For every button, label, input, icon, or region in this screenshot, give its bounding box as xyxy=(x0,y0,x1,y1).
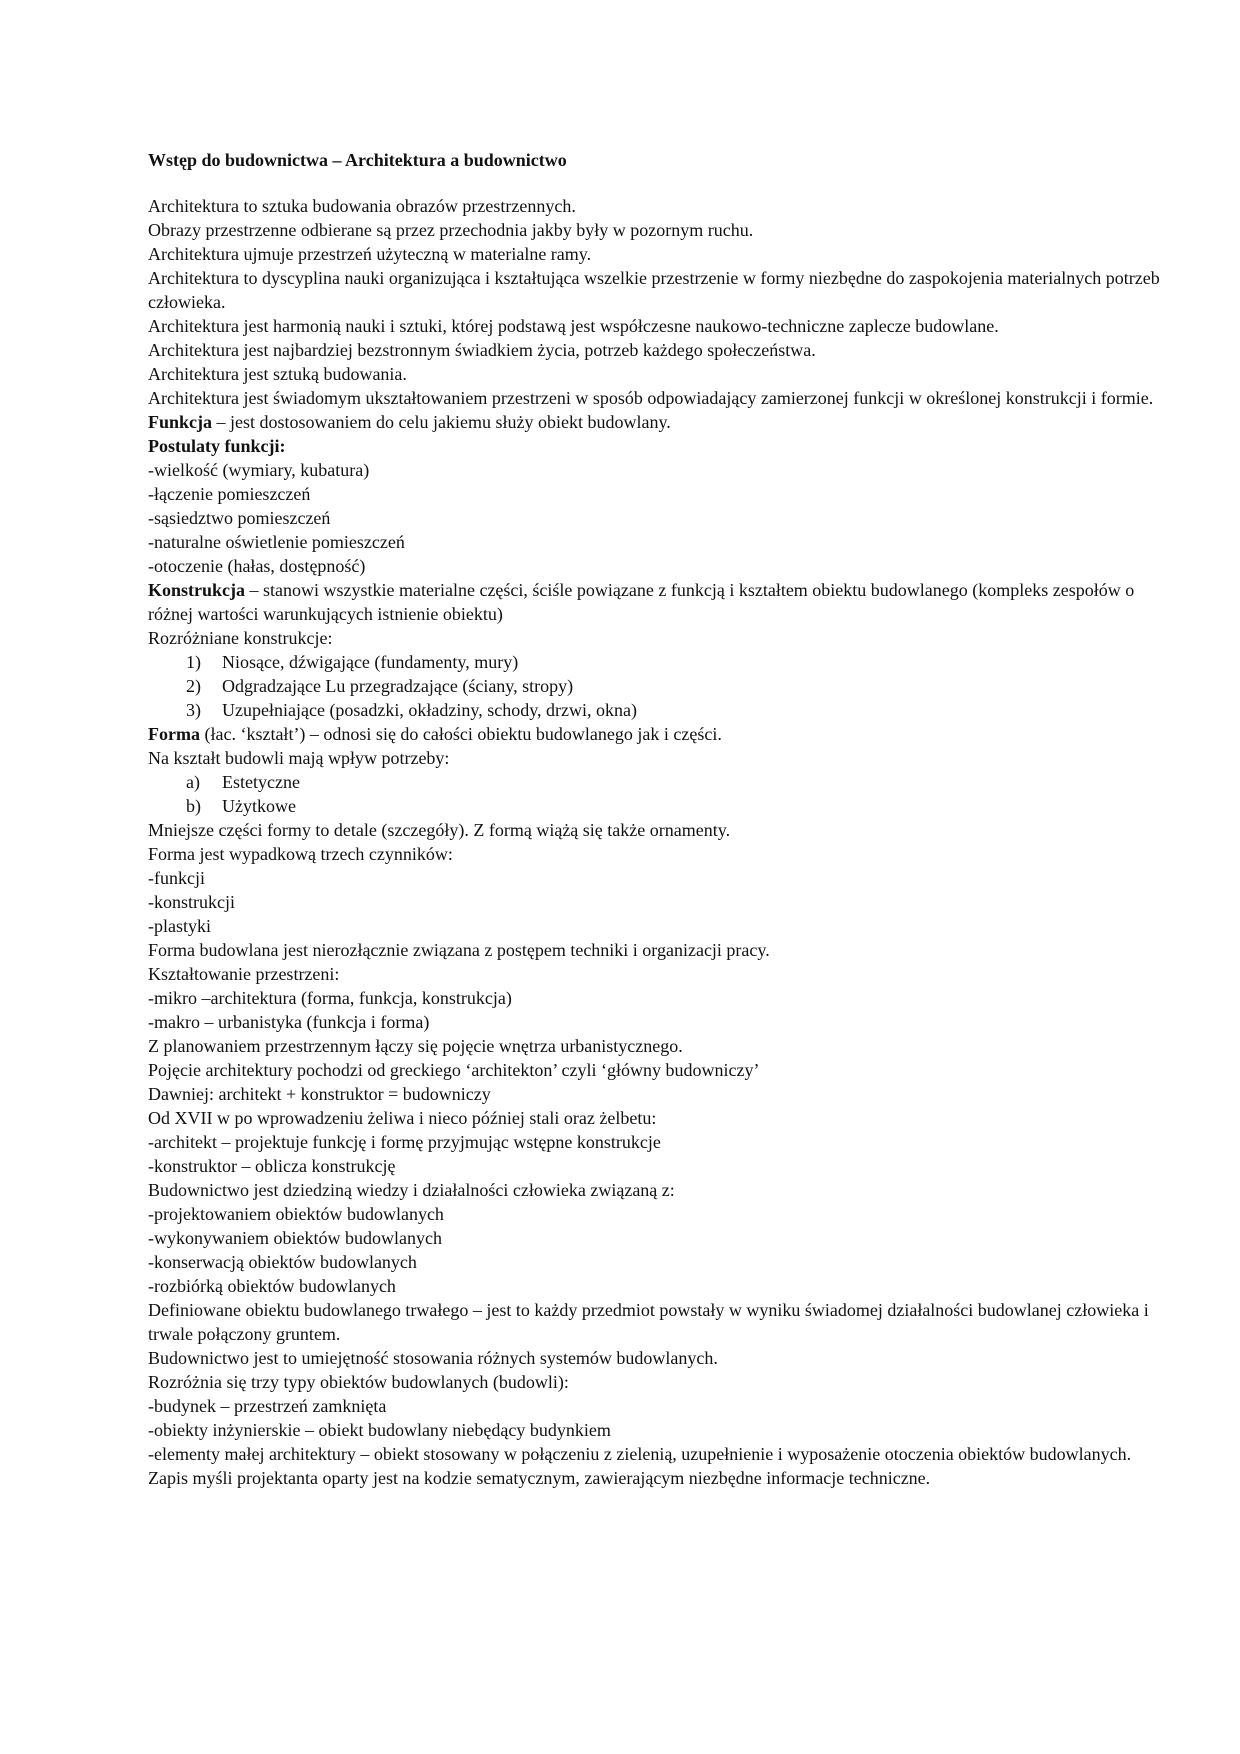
paragraph xyxy=(148,194,1160,218)
term-label: Forma xyxy=(148,724,200,744)
paragraph-text: -mikro –architektura (forma, funkcja, konstrukcja) xyxy=(148,988,512,1008)
paragraph xyxy=(148,482,1160,506)
paragraph xyxy=(148,458,1160,482)
list-item-text: Użytkowe xyxy=(222,796,296,816)
paragraph xyxy=(148,746,1160,770)
paragraph-text: -sąsiedztwo pomieszczeń xyxy=(148,508,331,528)
paragraph xyxy=(148,506,1160,530)
paragraph-text: Architektura to sztuka budowania obrazów przestrzennych. xyxy=(148,196,576,216)
paragraph xyxy=(148,1298,1160,1346)
paragraph-text: Mniejsze części formy to detale (szczegóły). Z formą wiążą się także ornamenty. xyxy=(148,820,731,840)
paragraph xyxy=(148,1154,1160,1178)
paragraph xyxy=(148,530,1160,554)
paragraph-text: Od XVII w po wprowadzeniu żeliwa i nieco później stali oraz żelbetu: xyxy=(148,1108,657,1128)
paragraph-text: Architektura to dyscyplina nauki organizująca i kształtująca wszelkie przestrzenie w formy niezbędne do zaspokojenia materialnych potrzeb człowieka. xyxy=(148,268,1160,312)
paragraph-text: -makro – urbanistyka (funkcja i forma) xyxy=(148,1012,430,1032)
paragraph-text: Kształtowanie przestrzeni: xyxy=(148,964,340,984)
paragraph-text: Na kształt budowli mają wpływ potrzeby: xyxy=(148,748,450,768)
paragraph-text: Architektura ujmuje przestrzeń użyteczną w materialne ramy. xyxy=(148,244,592,264)
paragraph-text: -plastyki xyxy=(148,916,211,936)
paragraph xyxy=(148,1058,1160,1082)
list-item-text: Estetyczne xyxy=(222,772,300,792)
list-item xyxy=(186,674,1160,698)
paragraph xyxy=(148,626,1160,650)
paragraph-text: -rozbiórką obiektów budowlanych xyxy=(148,1276,396,1296)
list-item xyxy=(186,650,1160,674)
list-item-marker: 2) xyxy=(186,676,201,696)
paragraph-text: Dawniej: architekt + konstruktor = budowniczy xyxy=(148,1084,491,1104)
term-label: Konstrukcja xyxy=(148,580,246,600)
paragraph xyxy=(148,554,1160,578)
paragraph xyxy=(148,1370,1160,1394)
paragraph xyxy=(148,1226,1160,1250)
paragraph-text: Obrazy przestrzenne odbierane są przez przechodnia jakby były w pozornym ruchu. xyxy=(148,220,754,240)
paragraph xyxy=(148,1202,1160,1226)
paragraph xyxy=(148,1466,1160,1490)
paragraph xyxy=(148,1106,1160,1130)
paragraph-text: – stanowi wszystkie materialne części, ściśle powiązane z funkcją i kształtem obiektu budowlanego (kompleks zespołów o różnej wartości warunkujących istnienie obiektu) xyxy=(148,580,1135,624)
list-item-marker: a) xyxy=(186,772,200,792)
paragraph xyxy=(148,1442,1160,1466)
paragraph xyxy=(148,914,1160,938)
list-item-marker: 3) xyxy=(186,700,201,720)
paragraph-text: -naturalne oświetlenie pomieszczeń xyxy=(148,532,405,552)
paragraph-text: -elementy małej architektury – obiekt stosowany w połączeniu z zielenią, uzupełnienie i wyposażenie otoczenia obiektów budowlanych. xyxy=(148,1444,1132,1464)
paragraph xyxy=(148,410,1160,434)
paragraph xyxy=(148,578,1160,626)
paragraph-text: Budownictwo jest to umiejętność stosowania różnych systemów budowlanych. xyxy=(148,1348,718,1368)
paragraph-text: Rozróżnia się trzy typy obiektów budowlanych (budowli): xyxy=(148,1372,569,1392)
section-heading xyxy=(148,434,1160,458)
paragraph-text: Postulaty funkcji: xyxy=(148,436,286,456)
list-item-text: Uzupełniające (posadzki, okładziny, schody, drzwi, okna) xyxy=(222,700,638,720)
paragraph-text: Rozróżniane konstrukcje: xyxy=(148,628,333,648)
list-item-text: Odgradzające Lu przegradzające (ściany, stropy) xyxy=(222,676,574,696)
paragraph-text: Forma jest wypadkową trzech czynników: xyxy=(148,844,453,864)
paragraph xyxy=(148,386,1160,410)
paragraph xyxy=(148,962,1160,986)
paragraph-text: Zapis myśli projektanta oparty jest na kodzie sematycznym, zawierającym niezbędne informacje techniczne. xyxy=(148,1468,931,1488)
paragraph-text: – jest dostosowaniem do celu jakiemu służy obiekt budowlany. xyxy=(212,412,671,432)
paragraph xyxy=(148,890,1160,914)
paragraph xyxy=(148,1274,1160,1298)
document-body xyxy=(148,194,1160,1490)
paragraph-text: Definiowane obiektu budowlanego trwałego – jest to każdy przedmiot powstały w wyniku świadomej działalności budowlanej człowieka i trwale połączony gruntem. xyxy=(148,1300,1149,1344)
numbered-list xyxy=(148,770,1160,818)
paragraph-text: (łac. ‘kształt’) – odnosi się do całości obiektu budowlanego jak i części. xyxy=(199,724,722,744)
paragraph-text: -konserwacją obiektów budowlanych xyxy=(148,1252,417,1272)
list-item-marker: b) xyxy=(186,796,201,816)
paragraph-text: -wielkość (wymiary, kubatura) xyxy=(148,460,370,480)
paragraph xyxy=(148,242,1160,266)
paragraph xyxy=(148,266,1160,314)
paragraph-text: -budynek – przestrzeń zamknięta xyxy=(148,1396,387,1416)
paragraph-text: Architektura jest najbardziej bezstronnym świadkiem życia, potrzeb każdego społeczeństwa. xyxy=(148,340,816,360)
paragraph xyxy=(148,1130,1160,1154)
paragraph xyxy=(148,1418,1160,1442)
numbered-list xyxy=(148,650,1160,722)
paragraph xyxy=(148,842,1160,866)
paragraph-text: -łączenie pomieszczeń xyxy=(148,484,311,504)
paragraph-text: Architektura jest sztuką budowania. xyxy=(148,364,407,384)
list-item xyxy=(186,698,1160,722)
paragraph-text: -architekt – projektuje funkcję i formę przyjmując wstępne konstrukcje xyxy=(148,1132,661,1152)
paragraph-text: Forma budowlana jest nierozłącznie związana z postępem techniki i organizacji pracy. xyxy=(148,940,770,960)
paragraph xyxy=(148,218,1160,242)
paragraph xyxy=(148,866,1160,890)
paragraph xyxy=(148,1178,1160,1202)
paragraph-text: Pojęcie architektury pochodzi od greckiego ‘architekton’ czyli ‘główny budowniczy’ xyxy=(148,1060,760,1080)
document-title xyxy=(148,148,1160,172)
paragraph xyxy=(148,722,1160,746)
list-item-text: Niosące, dźwigające (fundamenty, mury) xyxy=(222,652,519,672)
paragraph xyxy=(148,1010,1160,1034)
title-part-1: Wstęp do budownictwa – xyxy=(148,150,346,170)
paragraph xyxy=(148,1394,1160,1418)
term-label: Funkcja xyxy=(148,412,213,432)
paragraph-text: -obiekty inżynierskie – obiekt budowlany niebędący budynkiem xyxy=(148,1420,611,1440)
paragraph-text: Z planowaniem przestrzennym łączy się pojęcie wnętrza urbanistycznego. xyxy=(148,1036,683,1056)
paragraph xyxy=(148,338,1160,362)
paragraph-text: -konstrukcji xyxy=(148,892,235,912)
paragraph-text: -konstruktor – oblicza konstrukcję xyxy=(148,1156,396,1176)
paragraph xyxy=(148,938,1160,962)
paragraph-text: -funkcji xyxy=(148,868,205,888)
paragraph xyxy=(148,818,1160,842)
paragraph-text: Budownictwo jest dziedziną wiedzy i działalności człowieka związaną z: xyxy=(148,1180,675,1200)
paragraph xyxy=(148,1346,1160,1370)
paragraph-text: Architektura jest świadomym ukształtowaniem przestrzeni w sposób odpowiadający zamierzonej funkcji w określonej konstrukcji i formie. xyxy=(148,388,1154,408)
paragraph xyxy=(148,1034,1160,1058)
paragraph-text: -otoczenie (hałas, dostępność) xyxy=(148,556,366,576)
list-item xyxy=(186,794,1160,818)
paragraph xyxy=(148,986,1160,1010)
list-item-marker: 1) xyxy=(186,652,201,672)
paragraph xyxy=(148,314,1160,338)
list-item xyxy=(186,770,1160,794)
paragraph-text: Architektura jest harmonią nauki i sztuki, której podstawą jest współczesne naukowo-techniczne zaplecze budowlane. xyxy=(148,316,999,336)
paragraph xyxy=(148,1082,1160,1106)
paragraph-text: -projektowaniem obiektów budowlanych xyxy=(148,1204,444,1224)
paragraph xyxy=(148,362,1160,386)
title-part-2: Architektura a budownictwo xyxy=(345,150,567,170)
paragraph xyxy=(148,1250,1160,1274)
paragraph-text: -wykonywaniem obiektów budowlanych xyxy=(148,1228,442,1248)
